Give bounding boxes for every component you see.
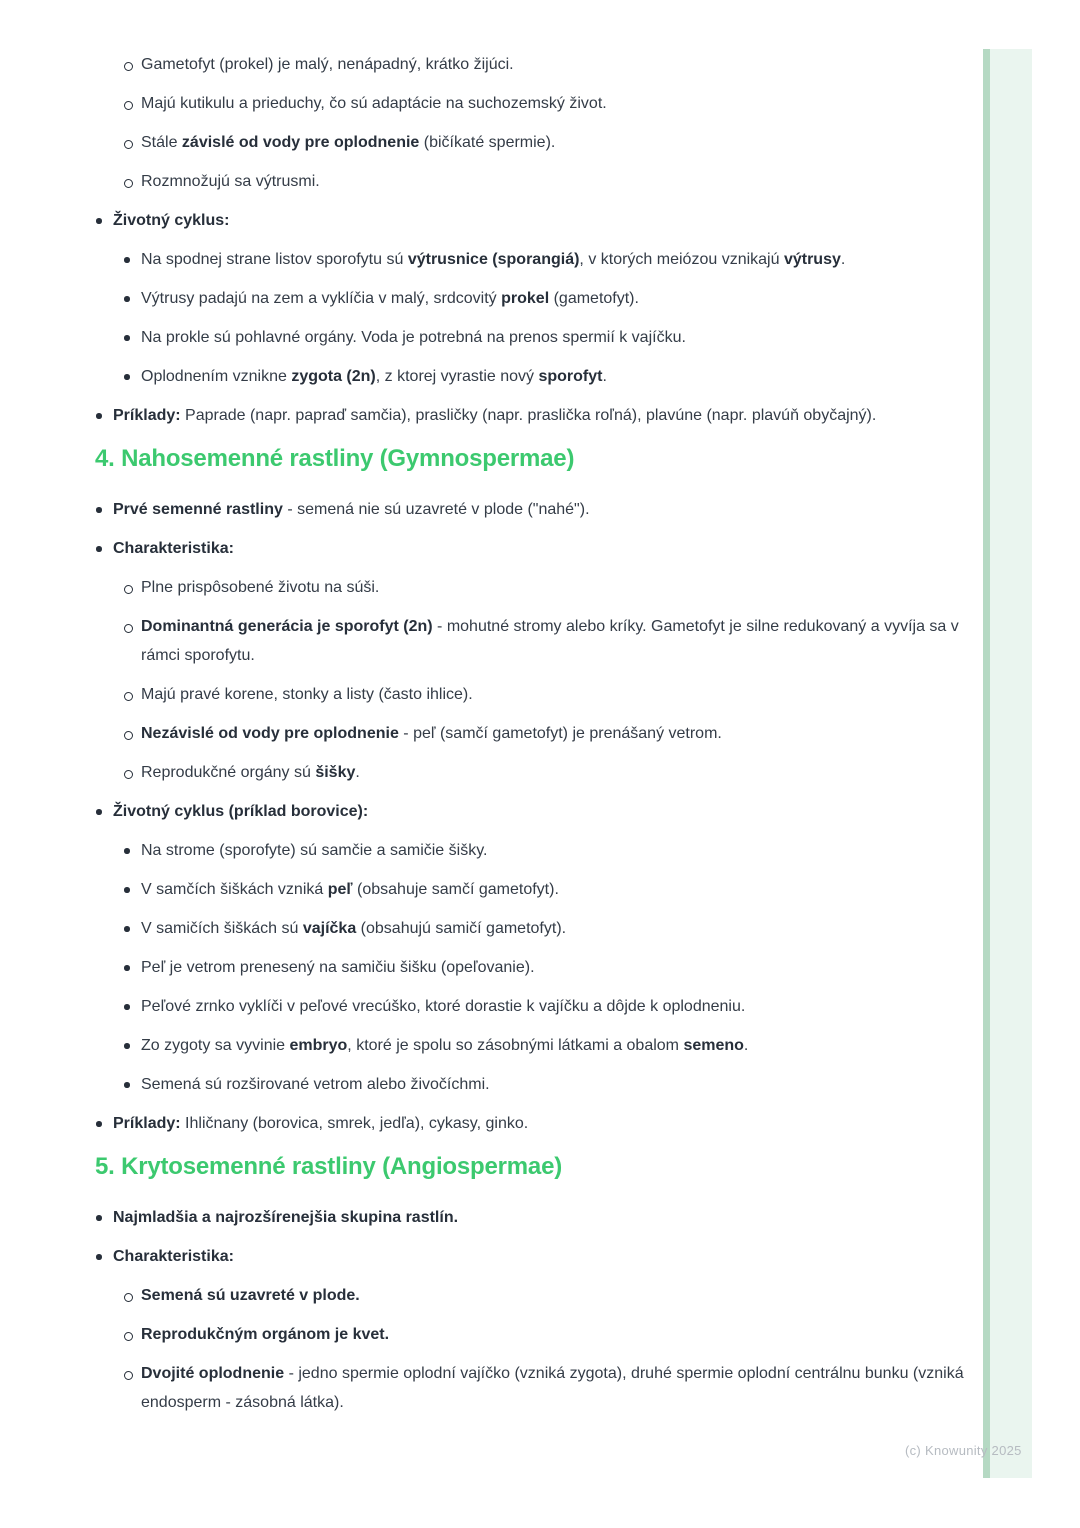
- bullet-circle-icon: [123, 719, 141, 748]
- list-item-text: Najmladšia a najrozšírenejšia skupina rastlín.: [113, 1209, 459, 1226]
- list-item-text: Zo zygoty sa vyvinie embryo, ktoré je spolu so zásobnými látkami a obalom semeno.: [141, 1037, 749, 1054]
- list-item-text: Reprodukčným orgánom je kvet.: [141, 1326, 390, 1343]
- bullet-disc-icon: [95, 1203, 113, 1232]
- list-item-text: V samičích šiškách sú vajíčka (obsahujú samičí gametofyt).: [141, 920, 567, 937]
- list-item: [95, 401, 967, 430]
- list-item-text: Rozmnožujú sa výtrusmi.: [141, 173, 320, 190]
- list-item: [95, 206, 967, 235]
- list-item: [123, 323, 967, 352]
- bullet-disc-icon: [95, 206, 113, 235]
- list-item-text: Životný cyklus (príklad borovice):: [113, 803, 369, 820]
- list-item: [123, 875, 967, 904]
- list-item-text: Peľ je vetrom prenesený na samičiu šišku (opeľovanie).: [141, 959, 535, 976]
- bullet-circle-icon: [123, 167, 141, 196]
- bullet-disc-icon: [123, 953, 141, 982]
- list-item: [123, 680, 967, 709]
- bullet-disc-icon: [123, 1031, 141, 1060]
- list-item-text: Prvé semenné rastliny - semená nie sú uzavreté v plode ("nahé").: [113, 501, 590, 518]
- list-item: [123, 1031, 967, 1060]
- bullet-circle-icon: [123, 1281, 141, 1310]
- list-item: [95, 1203, 967, 1232]
- bullet-disc-icon: [123, 875, 141, 904]
- list-item: [95, 495, 967, 524]
- section-heading: 5. Krytosemenné rastliny (Angiospermae): [95, 1153, 563, 1180]
- bullet-circle-icon: [123, 1320, 141, 1349]
- list-item: [95, 1109, 967, 1138]
- list-item: [123, 284, 967, 313]
- bullet-disc-icon: [123, 323, 141, 352]
- list-item: [123, 1281, 967, 1310]
- bullet-disc-icon: [95, 534, 113, 563]
- list-item: [95, 797, 967, 826]
- bullet-disc-icon: [123, 836, 141, 865]
- list-item-text: V samčích šiškách vzniká peľ (obsahuje samčí gametofyt).: [141, 881, 559, 898]
- list-item-text: Životný cyklus:: [113, 212, 230, 229]
- list-item-text: Stále závislé od vody pre oplodnenie (bičíkaté spermie).: [141, 134, 556, 151]
- list-item: [123, 1070, 967, 1099]
- list-item: [95, 534, 967, 563]
- list-item: [123, 128, 967, 157]
- bullet-disc-icon: [95, 797, 113, 826]
- bullet-circle-icon: [123, 612, 141, 641]
- bullet-disc-icon: [123, 362, 141, 391]
- list-item-text: Oplodnením vznikne zygota (2n), z ktorej vyrastie nový sporofyt.: [141, 368, 607, 385]
- list-item-text: Plne prispôsobené životu na súši.: [141, 579, 380, 596]
- list-item-text: Reprodukčné orgány sú šišky.: [141, 764, 360, 781]
- list-item-text: Semená sú rozširované vetrom alebo živočíchmi.: [141, 1076, 490, 1093]
- bullet-circle-icon: [123, 680, 141, 709]
- list-item-text: Príklady: Ihličnany (borovica, smrek, jedľa), cykasy, ginko.: [113, 1115, 529, 1132]
- list-item-text: Charakteristika:: [113, 1248, 234, 1265]
- bullet-disc-icon: [95, 495, 113, 524]
- list-item: [123, 167, 967, 196]
- list-item-text: Na spodnej strane listov sporofytu sú výtrusnice (sporangiá), v ktorých meiózou vznikajú výtrusy.: [141, 251, 846, 268]
- list-item-text: Gametofyt (prokel) je malý, nenápadný, krátko žijúci.: [141, 56, 514, 73]
- bullet-circle-icon: [123, 1359, 141, 1388]
- right-edge-accent-bar: [983, 49, 1032, 1478]
- list-item: [123, 89, 967, 118]
- list-item-text: Majú pravé korene, stonky a listy (často ihlice).: [141, 686, 473, 703]
- list-item-text: Semená sú uzavreté v plode.: [141, 1287, 360, 1304]
- list-item-text: Dominantná generácia je sporofyt (2n) - mohutné stromy alebo kríky. Gametofyt je silne redukovaný a vyvíja sa v rámci sporofytu.: [141, 618, 959, 664]
- list-item-text: Výtrusy padajú na zem a vyklíčia v malý, srdcovitý prokel (gametofyt).: [141, 290, 639, 307]
- bullet-circle-icon: [123, 573, 141, 602]
- list-item-text: Charakteristika:: [113, 540, 234, 557]
- bullet-disc-icon: [95, 1242, 113, 1271]
- list-item: [123, 719, 967, 748]
- bullet-disc-icon: [123, 914, 141, 943]
- list-item: [123, 914, 967, 943]
- bullet-disc-icon: [123, 284, 141, 313]
- list-item: [123, 992, 967, 1021]
- bullet-disc-icon: [123, 1070, 141, 1099]
- bullet-disc-icon: [95, 1109, 113, 1138]
- bullet-disc-icon: [123, 245, 141, 274]
- bullet-circle-icon: [123, 758, 141, 787]
- list-item: [123, 758, 967, 787]
- list-item: [123, 245, 967, 274]
- list-item: [123, 1320, 967, 1349]
- list-item: [123, 573, 967, 602]
- list-item-text: Dvojité oplodnenie - jedno spermie oplodní vajíčko (vzniká zygota), druhé spermie oplodní centrálnu bunku (vzniká endosperm - zásobná látka).: [141, 1365, 964, 1411]
- list-item: [123, 836, 967, 865]
- section-heading: 4. Nahosemenné rastliny (Gymnospermae): [95, 445, 575, 472]
- list-item: [123, 953, 967, 982]
- bullet-disc-icon: [123, 992, 141, 1021]
- bullet-disc-icon: [95, 401, 113, 430]
- list-item-text: Príklady: Paprade (napr. papraď samčia), prasličky (napr. praslička roľná), plavúne (napr. plavúň obyčajný).: [113, 407, 877, 424]
- list-item: [123, 362, 967, 391]
- list-item: [95, 1242, 967, 1271]
- list-item-text: Majú kutikulu a prieduchy, čo sú adaptácie na suchozemský život.: [141, 95, 607, 112]
- list-item-text: Peľové zrnko vyklíči v peľové vrecúško, ktoré dorastie k vajíčku a dôjde k oplodneniu.: [141, 998, 746, 1015]
- list-item-text: Na strome (sporofyte) sú samčie a samičie šišky.: [141, 842, 488, 859]
- list-item: [123, 50, 967, 79]
- list-item-text: Nezávislé od vody pre oplodnenie - peľ (samčí gametofyt) je prenášaný vetrom.: [141, 725, 722, 742]
- bullet-circle-icon: [123, 128, 141, 157]
- list-item: [123, 1359, 967, 1417]
- bullet-circle-icon: [123, 89, 141, 118]
- copyright-watermark: (c) Knowunity 2025: [905, 1443, 1022, 1458]
- bullet-circle-icon: [123, 50, 141, 79]
- list-item-text: Na prokle sú pohlavné orgány. Voda je potrebná na prenos spermií k vajíčku.: [141, 329, 686, 346]
- list-item: [123, 612, 967, 670]
- document-content: [95, 50, 967, 1427]
